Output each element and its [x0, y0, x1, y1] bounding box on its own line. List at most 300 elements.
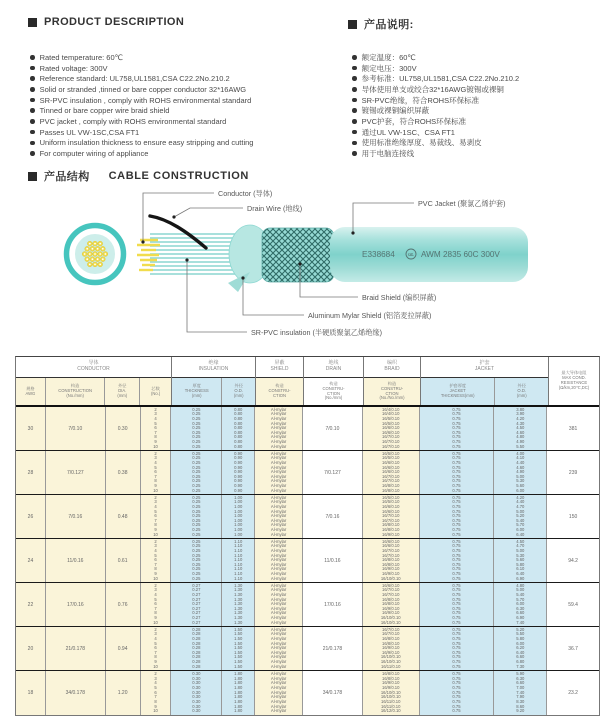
cell-line: 5.20	[516, 513, 525, 519]
cell-line: 16/10/0.10	[380, 689, 401, 695]
cell-line: 0.75	[452, 406, 461, 412]
cell-line: 16/10/0.10	[380, 619, 401, 625]
cell-line: Al-mylar	[270, 483, 287, 489]
group-subheaders	[304, 378, 363, 405]
subheader-line: (mm)	[191, 392, 202, 398]
product-description-list	[30, 52, 253, 159]
cell-line: 4.20	[516, 415, 525, 421]
cell-line: 0.90	[234, 478, 243, 484]
cell-line: 6.30	[516, 675, 525, 681]
cell-line: 16/7/0.10	[382, 626, 400, 632]
cell-line: 16/7/0.10	[382, 473, 400, 479]
jacket-print-style: AWM 2835 60C 300V	[421, 250, 500, 259]
bullet-dot-icon	[30, 55, 35, 60]
cell-line: 9	[154, 483, 157, 489]
cell-line: 0.27	[192, 619, 201, 625]
bullet-item	[352, 95, 519, 106]
conductor-dot-center	[92, 258, 94, 260]
cell-line: 0.28	[192, 631, 201, 637]
cell-line: 3	[154, 499, 157, 505]
cell-line: 0.90	[234, 450, 243, 456]
cell-line: Al-mylar	[270, 450, 287, 456]
subheader-line: 护套厚度	[449, 383, 467, 389]
cell-line: 4	[154, 415, 157, 421]
subheader-line: (mm)	[516, 392, 527, 398]
cell-line: 0.25	[192, 494, 201, 500]
cell-line: Al-mylar	[270, 587, 287, 593]
cell-line: 0.80	[234, 434, 243, 440]
cell-line: Al-mylar	[270, 538, 287, 544]
bullet-text: Rated voltage: 300V	[39, 63, 108, 73]
cell-line: 0.90	[234, 483, 243, 489]
cell-line: 0.75	[452, 571, 461, 577]
cell-line: 6.90	[516, 615, 525, 621]
subheader-cell	[364, 378, 420, 405]
table-body	[16, 407, 599, 715]
bullet-item	[352, 116, 519, 127]
subheader-cell	[304, 378, 363, 405]
cell-line: 16/6/0.10	[382, 543, 400, 549]
subheader-line: 外径	[517, 383, 526, 389]
cell-line: 6.00	[516, 601, 525, 607]
cell-line: 0.25	[192, 571, 201, 577]
group-label-en: CONDUCTOR	[77, 366, 110, 372]
drain-construction-cell: 7/0.16	[303, 495, 363, 538]
conductor-dot-center	[86, 258, 88, 260]
cell-line: 16/9/0.10	[382, 566, 400, 572]
cell-line: 5.60	[516, 483, 525, 489]
cell-line: 2	[154, 450, 157, 456]
cell-line: 8.60	[516, 703, 525, 709]
cell-line: 0.27	[192, 596, 201, 602]
cell-line: 16/8/0.10	[382, 671, 400, 677]
subheader-line: (No.)	[150, 390, 161, 396]
cell-line: 4	[154, 680, 157, 686]
cell-line: 16/7/0.10	[382, 552, 400, 558]
cell-line: 1.50	[234, 654, 243, 660]
cell-line: Al-mylar	[270, 420, 287, 426]
cell-line: 0.75	[452, 626, 461, 632]
shield-construction-cell	[255, 539, 303, 582]
subheader-line: CONSTRU-	[322, 385, 345, 391]
bullet-item	[30, 52, 253, 63]
cell-line: 6.00	[516, 527, 525, 533]
group-label	[421, 357, 548, 378]
awg-cell: 18	[16, 671, 46, 715]
cell-line: 0.28	[192, 663, 201, 669]
cell-line: 1.30	[234, 610, 243, 616]
cell-line: 5.50	[516, 443, 525, 449]
cell-line: 16/9/0.10	[382, 605, 400, 611]
cell-line: 1.80	[234, 680, 243, 686]
insulation-thickness-cell	[171, 627, 222, 670]
cell-line: Al-mylar	[270, 443, 287, 449]
cell-line: 9.20	[516, 708, 525, 714]
cell-line: 16/7/0.10	[382, 517, 400, 523]
cell-line: 5	[154, 685, 157, 691]
conductor-construction-cell: 34/0.178	[46, 671, 106, 715]
conductor-construction-cell: 7/0.10	[46, 407, 106, 450]
cell-line: 1.30	[234, 615, 243, 621]
cell-line: 0.75	[452, 703, 461, 709]
cell-line: 6	[154, 513, 157, 519]
core-count-cell	[141, 495, 172, 538]
cell-line: 16/8/0.10	[382, 487, 400, 493]
braid-construction-cell	[363, 451, 420, 494]
subheader-line: 构造	[70, 383, 80, 389]
bullet-dot-icon	[352, 76, 357, 81]
drain-construction-cell: 17/0.16	[303, 583, 363, 626]
cell-line: 10	[153, 575, 158, 581]
insulation-thickness-cell	[171, 583, 222, 626]
bullet-text: Uniform insulation thickness to ensure easy stripping and cutting	[39, 138, 254, 148]
max-resistance-cell: 23.2	[547, 671, 599, 715]
cell-line: 0.25	[192, 517, 201, 523]
cell-line: 5	[154, 552, 157, 558]
cell-line: 8	[154, 434, 157, 440]
cell-line: 5.80	[516, 561, 525, 567]
group-label-cn: 编织	[386, 360, 397, 367]
cell-line: 4.30	[516, 420, 525, 426]
cell-line: 16/7/0.10	[382, 587, 400, 593]
cell-line: Al-mylar	[270, 610, 287, 616]
product-notes-cn-title	[348, 16, 414, 32]
bullet-text: 额定电压：300V	[361, 63, 417, 73]
cell-line: 0.75	[452, 429, 461, 435]
cell-line: 0.27	[192, 591, 201, 597]
table-row-awg-28	[16, 451, 599, 495]
cross-section	[67, 226, 124, 283]
drain-construction-cell: 34/0.178	[303, 671, 363, 715]
cell-line: 0.75	[452, 508, 461, 514]
bullet-item	[30, 138, 253, 149]
cell-line: 0.25	[192, 473, 201, 479]
cell-line: 0.80	[234, 439, 243, 445]
conductor-dot-center	[94, 243, 96, 245]
table-row-awg-22	[16, 583, 599, 627]
core-count-cell	[141, 671, 172, 715]
cell-line: 1.10	[234, 561, 243, 567]
group-label	[304, 357, 363, 378]
label-pvc-jacket: PVC Jacket (聚氯乙烯护套)	[418, 199, 506, 208]
cell-line: 0.75	[452, 675, 461, 681]
cell-line: 0.25	[192, 538, 201, 544]
bullet-item	[352, 63, 519, 74]
awg-cell: 26	[16, 495, 46, 538]
cell-line: 0.75	[452, 566, 461, 572]
cell-line: Al-mylar	[270, 575, 287, 581]
cell-line: 0.90	[234, 455, 243, 461]
insulation-od-cell	[222, 495, 255, 538]
cell-line: 0.25	[192, 552, 201, 558]
group-label-cn: 导体	[88, 360, 99, 367]
conductor-dia-cell: 0.61	[106, 539, 141, 582]
cell-line: 16/6/0.10	[382, 503, 400, 509]
jacket-od-cell	[494, 539, 547, 582]
bullet-text: 通过UL VW-1SC、CSA FT1	[361, 127, 455, 137]
bullet-text: For computer wiring of appliance	[39, 149, 149, 159]
cell-line: Al-mylar	[270, 552, 287, 558]
cell-line: 0.25	[192, 547, 201, 553]
cell-line: 0.75	[452, 575, 461, 581]
subheader-cell	[140, 378, 171, 405]
cell-line: Al-mylar	[270, 434, 287, 440]
cell-line: 0.25	[192, 543, 201, 549]
drain-wire	[150, 216, 206, 248]
cell-line: 16/9/0.10	[382, 685, 400, 691]
cell-line: 10	[153, 487, 158, 493]
cell-line: 1.10	[234, 571, 243, 577]
cell-line: 16/7/0.10	[382, 434, 400, 440]
cell-line: 0.75	[452, 610, 461, 616]
bullet-text: 额定温度：60℃	[361, 52, 416, 62]
cell-line: 2	[154, 494, 157, 500]
cell-line: 0.75	[452, 671, 461, 677]
conductor-dot-center	[86, 248, 88, 250]
bullet-dot-icon	[352, 87, 357, 92]
group-label	[16, 357, 171, 378]
cell-line: 1.80	[234, 689, 243, 695]
cell-line: 0.75	[452, 615, 461, 621]
cell-line: 0.25	[192, 464, 201, 470]
bullet-dot-icon	[352, 108, 357, 113]
cell-line: Al-mylar	[270, 557, 287, 563]
cell-line: 1.80	[234, 698, 243, 704]
resistance-header-line: RESISTANCE	[560, 380, 588, 385]
cell-line: 0.75	[452, 420, 461, 426]
conductor-dot-center	[99, 243, 101, 245]
cell-line: 1.50	[234, 663, 243, 669]
cell-line: 7.30	[516, 663, 525, 669]
cell-line: 0.27	[192, 601, 201, 607]
label-conductor: Conductor (导体)	[218, 189, 273, 198]
cell-line: 1.00	[234, 499, 243, 505]
drain-construction-cell: 7/0.127	[303, 451, 363, 494]
cell-line: 6.00	[516, 640, 525, 646]
jacket-thickness-cell	[420, 495, 495, 538]
cell-line: 4.70	[516, 543, 525, 549]
cell-line: 16/6/0.10	[382, 538, 400, 544]
cell-line: 0.75	[452, 708, 461, 714]
insulation-thickness-cell	[171, 539, 222, 582]
cell-line: 0.75	[452, 513, 461, 519]
cell-line: 7.00	[516, 685, 525, 691]
cell-line: 0.25	[192, 557, 201, 563]
subheader-cell	[105, 378, 140, 405]
conductor-construction-cell: 21/0.178	[46, 627, 106, 670]
subheader-line: THICKNESS(mm)	[440, 392, 475, 398]
subheader-line: CONSTRU-	[268, 388, 291, 394]
cell-line: 0.25	[192, 566, 201, 572]
cell-line: 4.80	[516, 434, 525, 440]
cell-line: 4.20	[516, 494, 525, 500]
braid-construction-cell	[363, 627, 420, 670]
conductor-dia-cell: 0.30	[106, 407, 141, 450]
cell-line: 0.80	[234, 420, 243, 426]
insulation-thickness-cell	[171, 407, 222, 450]
cell-line: 16/6/0.10	[382, 469, 400, 475]
conductor-dot-center	[105, 253, 107, 255]
cell-line: 6.90	[516, 575, 525, 581]
cell-line: 1.50	[234, 659, 243, 665]
cell-line: 0.25	[192, 478, 201, 484]
resistance-header-line: (Ω/km,20℃,DC)	[558, 384, 590, 390]
cell-line: 3	[154, 543, 157, 549]
cell-line: 8	[154, 478, 157, 484]
cell-line: 0.25	[192, 487, 201, 493]
cell-line: 0.25	[192, 483, 201, 489]
max-resistance-cell: 150	[547, 495, 599, 538]
subheader-line: AWG	[25, 390, 36, 396]
resistance-header-line: 最大导体电阻	[561, 370, 587, 376]
cell-line: 5	[154, 464, 157, 470]
cell-line: 4	[154, 503, 157, 509]
cell-line: 16/10/0.10	[380, 615, 401, 621]
cell-line: 1.80	[234, 708, 243, 714]
braid-construction-cell	[363, 407, 420, 450]
braid-construction-cell	[363, 539, 420, 582]
bullet-item	[352, 73, 519, 84]
cell-line: Al-mylar	[270, 531, 287, 537]
cell-line: 1.30	[234, 582, 243, 588]
cell-line: 7.40	[516, 619, 525, 625]
cell-line: 0.90	[234, 469, 243, 475]
cell-line: 0.30	[192, 698, 201, 704]
cell-line: 16/8/0.10	[382, 596, 400, 602]
cell-line: 1.50	[234, 635, 243, 641]
cell-line: Al-mylar	[270, 640, 287, 646]
cell-line: 6.60	[516, 654, 525, 660]
cell-line: 1.00	[234, 517, 243, 523]
cell-line: Al-mylar	[270, 517, 287, 523]
cell-line: 0.75	[452, 654, 461, 660]
conductor-dot-center	[92, 248, 94, 250]
cell-line: 16/9/0.10	[382, 610, 400, 616]
cell-line: 0.75	[452, 494, 461, 500]
cell-line: 16/9/0.10	[382, 571, 400, 577]
cell-line: 1.00	[234, 494, 243, 500]
cell-line: Al-mylar	[270, 671, 287, 677]
cell-line: 16/7/0.10	[382, 547, 400, 553]
table-header	[16, 357, 599, 407]
group-label-en: BRAID	[384, 366, 400, 372]
cell-line: 16/7/0.10	[382, 591, 400, 597]
cell-line: 10	[153, 663, 158, 669]
conductor-dot-center	[94, 264, 96, 266]
cell-line: 0.75	[452, 499, 461, 505]
cell-line: 16/5/0.10	[382, 455, 400, 461]
group-subheaders	[364, 378, 420, 405]
bullet-item	[352, 148, 519, 159]
jacket-thickness-cell	[420, 407, 495, 450]
cell-line: 0.75	[452, 663, 461, 669]
cell-line: 1.80	[234, 671, 243, 677]
label-braid-shield: Braid Shield (编织屏蔽)	[362, 293, 437, 302]
cell-line: 0.25	[192, 406, 201, 412]
cell-line: 2	[154, 406, 157, 412]
cell-line: Al-mylar	[270, 411, 287, 417]
subheader-line: CONSTRUCTION	[58, 388, 92, 394]
core-count-cell	[141, 407, 172, 450]
group-label-en: JACKET	[474, 366, 495, 372]
bullet-text: Rated temperature: 60℃	[39, 52, 124, 62]
header-group-braid	[364, 357, 421, 405]
cell-line: 0.75	[452, 450, 461, 456]
insulation-od-cell	[222, 539, 255, 582]
cell-line: 0.25	[192, 455, 201, 461]
cell-line: Al-mylar	[270, 543, 287, 549]
cell-line: 0.75	[452, 455, 461, 461]
cell-line: 6.10	[516, 566, 525, 572]
cell-line: 5.00	[516, 508, 525, 514]
table-row-awg-26	[16, 495, 599, 539]
subheader-cell	[495, 378, 548, 405]
group-label-en: SHIELD	[270, 366, 289, 372]
awg-cell: 24	[16, 539, 46, 582]
core-count-cell	[141, 583, 172, 626]
cell-line: Al-mylar	[270, 439, 287, 445]
cell-line: 0.75	[452, 411, 461, 417]
shield-construction-cell	[255, 671, 303, 715]
cell-line: 3	[154, 587, 157, 593]
cell-line: 0.30	[192, 675, 201, 681]
conductor-dot-center	[99, 253, 101, 255]
subheader-cell	[421, 378, 495, 405]
subheader-line: 构造	[387, 380, 397, 386]
cell-line: Al-mylar	[270, 582, 287, 588]
cell-line: 0.75	[452, 680, 461, 686]
bullet-text: 使用标准绝缘厚度、易裁线、易剥皮	[361, 138, 482, 148]
cell-line: 6.40	[516, 649, 525, 655]
cell-line: 16/7/0.10	[382, 443, 400, 449]
shield-construction-cell	[255, 407, 303, 450]
cell-line: 0.25	[192, 443, 201, 449]
cell-line: 1.50	[234, 649, 243, 655]
group-label-cn: 绝缘	[208, 360, 219, 367]
cell-line: 0.30	[192, 680, 201, 686]
subheader-line: 外径	[118, 383, 127, 389]
cell-line: 0.25	[192, 439, 201, 445]
cell-line: 0.30	[192, 694, 201, 700]
bullet-dot-icon	[352, 130, 357, 135]
bullet-item	[30, 127, 253, 138]
cell-line: Al-mylar	[270, 455, 287, 461]
cell-line: 4.10	[516, 455, 525, 461]
cell-line: 5.00	[516, 547, 525, 553]
cell-line: 0.75	[452, 601, 461, 607]
cell-line: 1.30	[234, 591, 243, 597]
cell-line: 4.60	[516, 464, 525, 470]
cell-line: 16/6/0.10	[382, 459, 400, 465]
cell-line: 0.90	[234, 473, 243, 479]
subheader-cell	[16, 378, 46, 405]
cell-line: 16/6/0.10	[382, 429, 400, 435]
bullet-text: SR-PVC insulation , comply with ROHS environmental standard	[39, 95, 252, 105]
cell-line: 16/10/0.10	[380, 575, 401, 581]
cell-line: 10	[153, 619, 158, 625]
shield-construction-cell	[255, 627, 303, 670]
cell-line: 0.75	[452, 552, 461, 558]
cell-line: 0.90	[234, 487, 243, 493]
label-sr-pvc-insulation: SR-PVC insulation (半硬质聚氯乙烯绝缘)	[251, 328, 382, 337]
bullet-item	[352, 52, 519, 63]
cell-line: 16/8/0.10	[382, 640, 400, 646]
braid-construction-cell	[363, 671, 420, 715]
cell-line: 0.75	[452, 649, 461, 655]
section-square-icon	[28, 18, 37, 27]
cell-line: Al-mylar	[270, 680, 287, 686]
conductor-dia-cell: 0.38	[106, 451, 141, 494]
